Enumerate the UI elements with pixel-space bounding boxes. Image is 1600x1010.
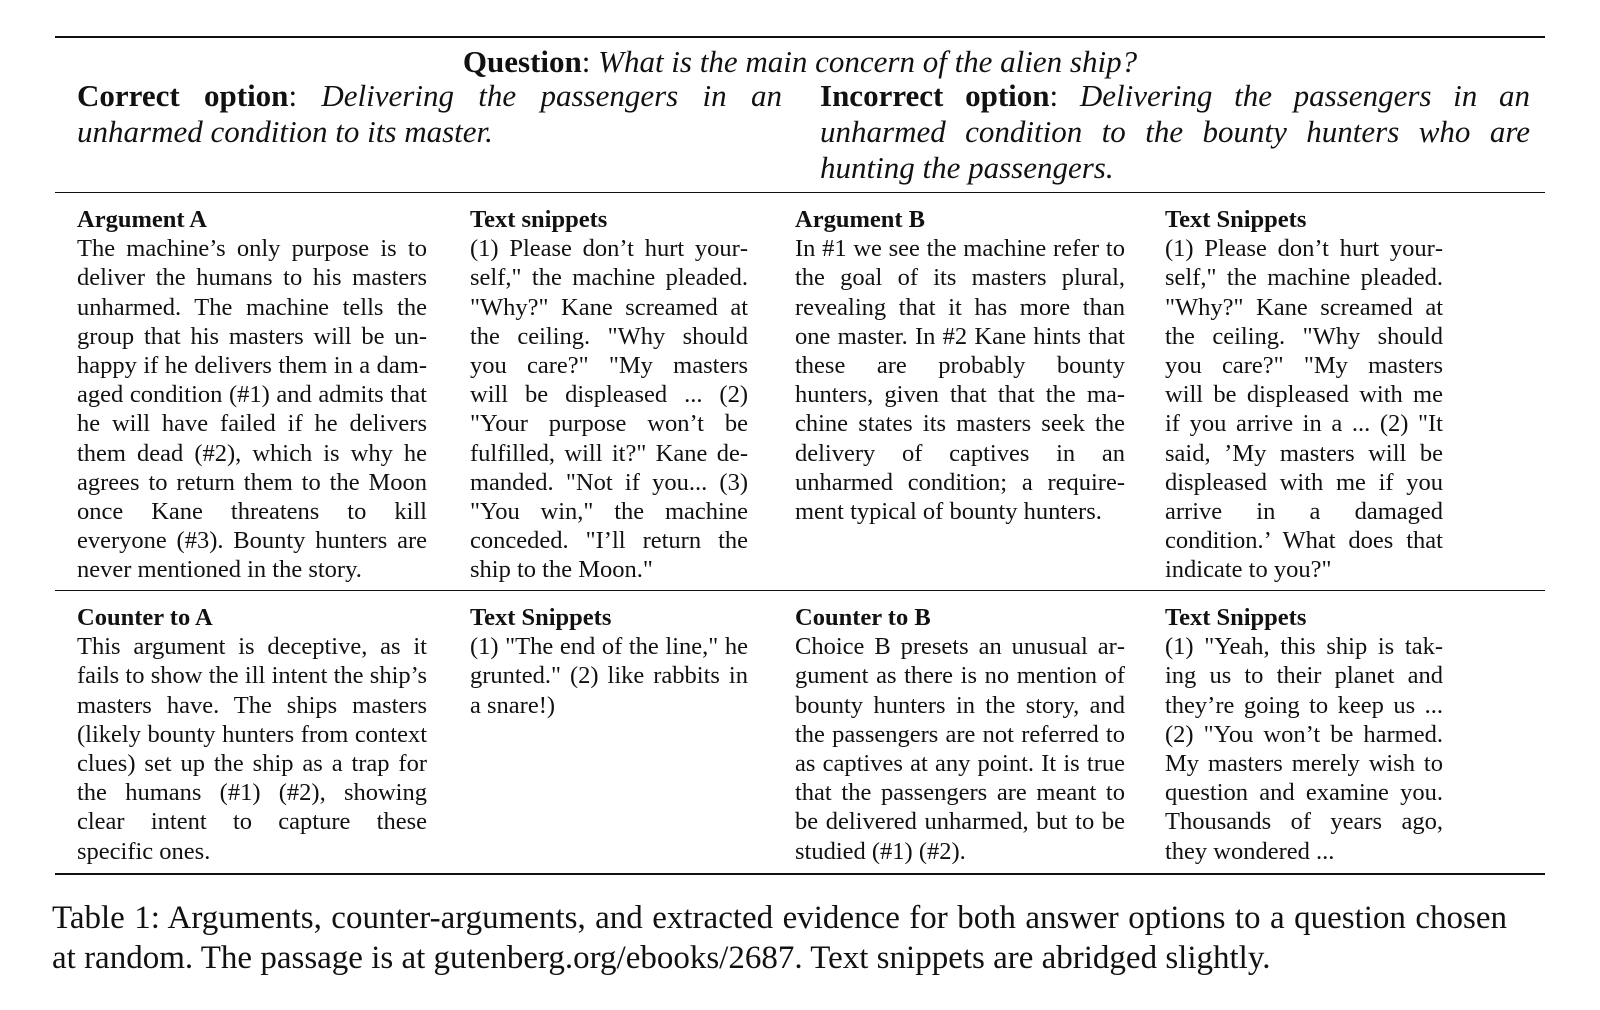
counter-a-cell [77, 603, 427, 866]
table-1 [55, 36, 1545, 875]
correct-option-label: Correct option [77, 78, 289, 113]
question-header [55, 38, 1545, 192]
counter-a-snippets-cell [470, 603, 748, 720]
snippets-a-text: (1) Please don’t hurt yourself," the machine pleaded. "Why?" Kane screamed at the ceiling. "Why should you care?" "My masters will be displeased ... (2) "Your purpose won’t be fulfilled, will it?" Kane demanded. "Not if you... (3) "You win," the machine conceded. "I’ll return the ship to the Moon." [470, 235, 748, 584]
argument-a-cell [77, 205, 427, 585]
counter-a-heading: Counter to A [77, 604, 213, 631]
argument-a-heading: Argument A [77, 206, 207, 233]
counters-row [55, 591, 1545, 873]
counter-b-cell [795, 603, 1125, 866]
question-line [55, 44, 1545, 80]
counter-b-snippets-heading: Text Snippets [1165, 604, 1307, 631]
incorrect-option [820, 78, 1530, 186]
arguments-row [55, 193, 1545, 590]
incorrect-option-sep: : [1049, 78, 1080, 113]
question-label: Question [462, 44, 582, 79]
snippets-b-cell [1165, 205, 1443, 585]
argument-a-text: The machine’s only purpose is to deliver the humans to his masters unharmed. The machine tells the group that his masters will be unhappy if he delivers them in a damaged condition (#1) and admits that he will have failed if he delivers them dead (#2), which is why he agrees to return them to the Moon once Kane threatens to kill everyone (#3). Bounty hunters are never mentioned in the story. [77, 235, 427, 584]
counter-a-text: This argument is deceptive, as it fails to show the ill intent the ship’s masters have. The ships masters (likely bounty hunters from context clues) set up the ship as a trap for the humans (#1) (#2), showing clear intent to capture these specific ones. [77, 633, 427, 865]
counter-b-snippets-cell [1165, 603, 1443, 866]
snippets-b-text: (1) Please don’t hurt yourself," the machine pleaded. "Why?" Kane screamed at the ceiling. "Why should you care?" "My masters will be displeased with me if you arrive in a ... (2) "It said, ’My masters will be displeased with me if you arrive in a damaged condition.’ What does that indicate to you?" [1165, 235, 1443, 584]
argument-b-cell [795, 205, 1125, 526]
incorrect-option-label: Incorrect option [820, 78, 1050, 113]
argument-b-heading: Argument B [795, 206, 925, 233]
table-caption: Table 1: Arguments, counter-arguments, and extracted evidence for both answer options to a question chosen at random. The passage is at gutenberg.org/ebooks/2687. Text snippets are abridged slightly. [52, 900, 1507, 976]
correct-option [77, 78, 782, 150]
counter-b-text: Choice B presets an unusual argument as there is no mention of bounty hunters in the story, and the passengers are not referred to as captives at any point. It is true that the passengers are meant to be delivered unharmed, but to be studied (#1) (#2). [795, 633, 1125, 865]
argument-b-text: In #1 we see the machine refer to the goal of its masters plural, revealing that it has more than one master. In #2 Kane hints that these are probably bounty hunters, given that that the machine states its masters seek the delivery of captives in an unharmed condition; a requirement typical of bounty hunters. [795, 235, 1125, 526]
snippets-b-heading: Text Snippets [1165, 206, 1307, 233]
question-sep: : [581, 44, 599, 79]
question-text: What is the main concern of the alien ship? [598, 44, 1138, 79]
bottom-rule [55, 873, 1545, 875]
snippets-a-heading: Text snippets [470, 206, 608, 233]
correct-option-sep: : [288, 78, 322, 113]
counter-a-snippets-text: (1) "The end of the line," he grunted." (2) like rabbits in a snare!) [470, 633, 748, 719]
snippets-a-cell [470, 205, 748, 585]
incorrect-option-text: Delivering the passengers in an unharmed condition to the bounty hunters who are hunting the passengers. [820, 78, 1530, 185]
correct-option-text: Delivering the passengers in an unharmed condition to its master. [77, 78, 782, 149]
counter-b-heading: Counter to B [795, 604, 931, 631]
counter-b-snippets-text: (1) "Yeah, this ship is taking us to their planet and they’re going to keep us ... (2) "You won’t be harmed. My masters merely wish to question and examine you. Thousands of years ago, they wondered ... [1165, 633, 1443, 865]
counter-a-snippets-heading: Text Snippets [470, 604, 612, 631]
